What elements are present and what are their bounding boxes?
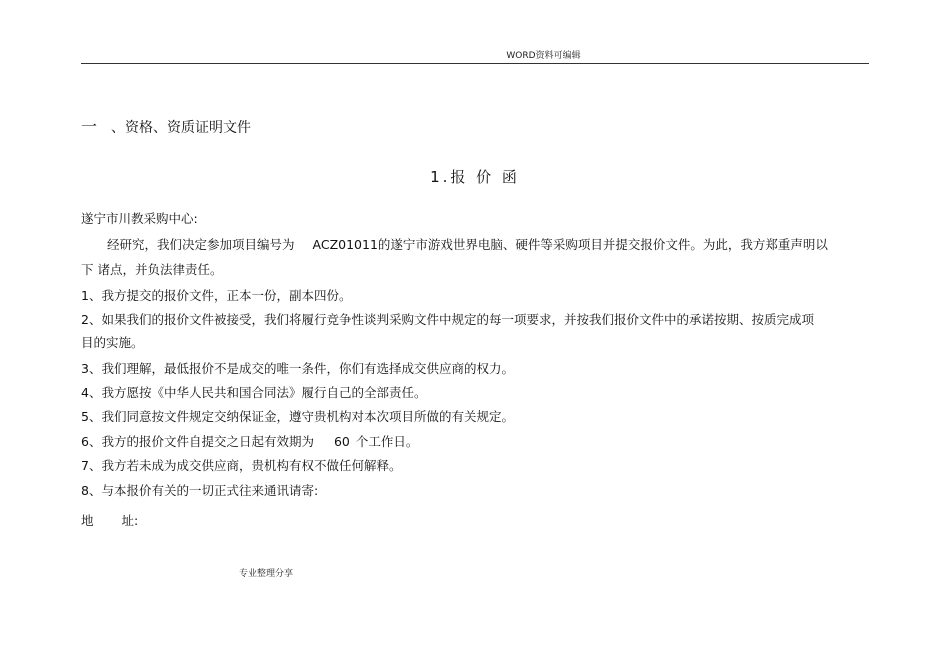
page-footer-text: 专业整理分享 — [239, 569, 294, 579]
item6-text-part-2: 个工作日。 — [355, 434, 419, 449]
list-item: 7、我方若未成为成交供应商，贵机构有权不做任何解释。 — [81, 458, 402, 473]
intro-text-part-1: 经研究，我们决定参加项目编号为 — [107, 237, 295, 252]
section-title: 、资格、资质证明文件 — [111, 120, 252, 136]
intro-paragraph-line-2: 下 诸点，并负法律责任。 — [81, 262, 223, 277]
page-header-text: WORD资料可编辑 — [506, 51, 581, 61]
list-item: 5、我们同意按文件规定交纳保证金，遵守贵机构对本次项目所做的有关规定。 — [81, 409, 514, 424]
section-number: 一 — [81, 117, 98, 136]
list-item — [81, 434, 418, 450]
address-label-char-1: 地 — [81, 513, 94, 528]
validity-days: 60 — [333, 434, 350, 449]
address-label-char-2: 址: — [121, 513, 139, 528]
project-code: ACZ01011 — [312, 237, 378, 252]
intro-paragraph-line-1 — [107, 237, 828, 253]
list-item: 1、我方提交的报价文件，正本一份，副本四份。 — [81, 288, 352, 303]
section-heading — [81, 114, 251, 137]
intro-text-part-2: 的遂宁市游戏世界电脑、硬件等采购项目并提交报价文件。为此，我方郑重声明以 — [377, 237, 828, 252]
list-item: 2、如果我们的报价文件被接受，我们将履行竞争性谈判采购文件中规定的每一项要求，并按我们报价文件中的承诺按期、按质完成项 — [81, 312, 814, 327]
list-item: 8、与本报价有关的一切正式往来通讯请寄: — [81, 483, 319, 498]
letter-title: 1.报 价 函 — [430, 168, 520, 186]
header-divider — [81, 63, 869, 64]
list-item-continuation: 目的实施。 — [81, 335, 144, 350]
item6-text-part-1: 6、我方的报价文件自提交之日起有效期为 — [81, 434, 314, 449]
list-item: 4、我方愿按《中华人民共和国合同法》履行自己的全部责任。 — [81, 385, 427, 400]
letter-addressee: 遂宁市川教采购中心: — [81, 211, 198, 226]
list-item: 3、我们理解，最低报价不是成交的唯一条件，你们有选择成交供应商的权力。 — [81, 361, 514, 376]
address-label — [81, 513, 138, 529]
